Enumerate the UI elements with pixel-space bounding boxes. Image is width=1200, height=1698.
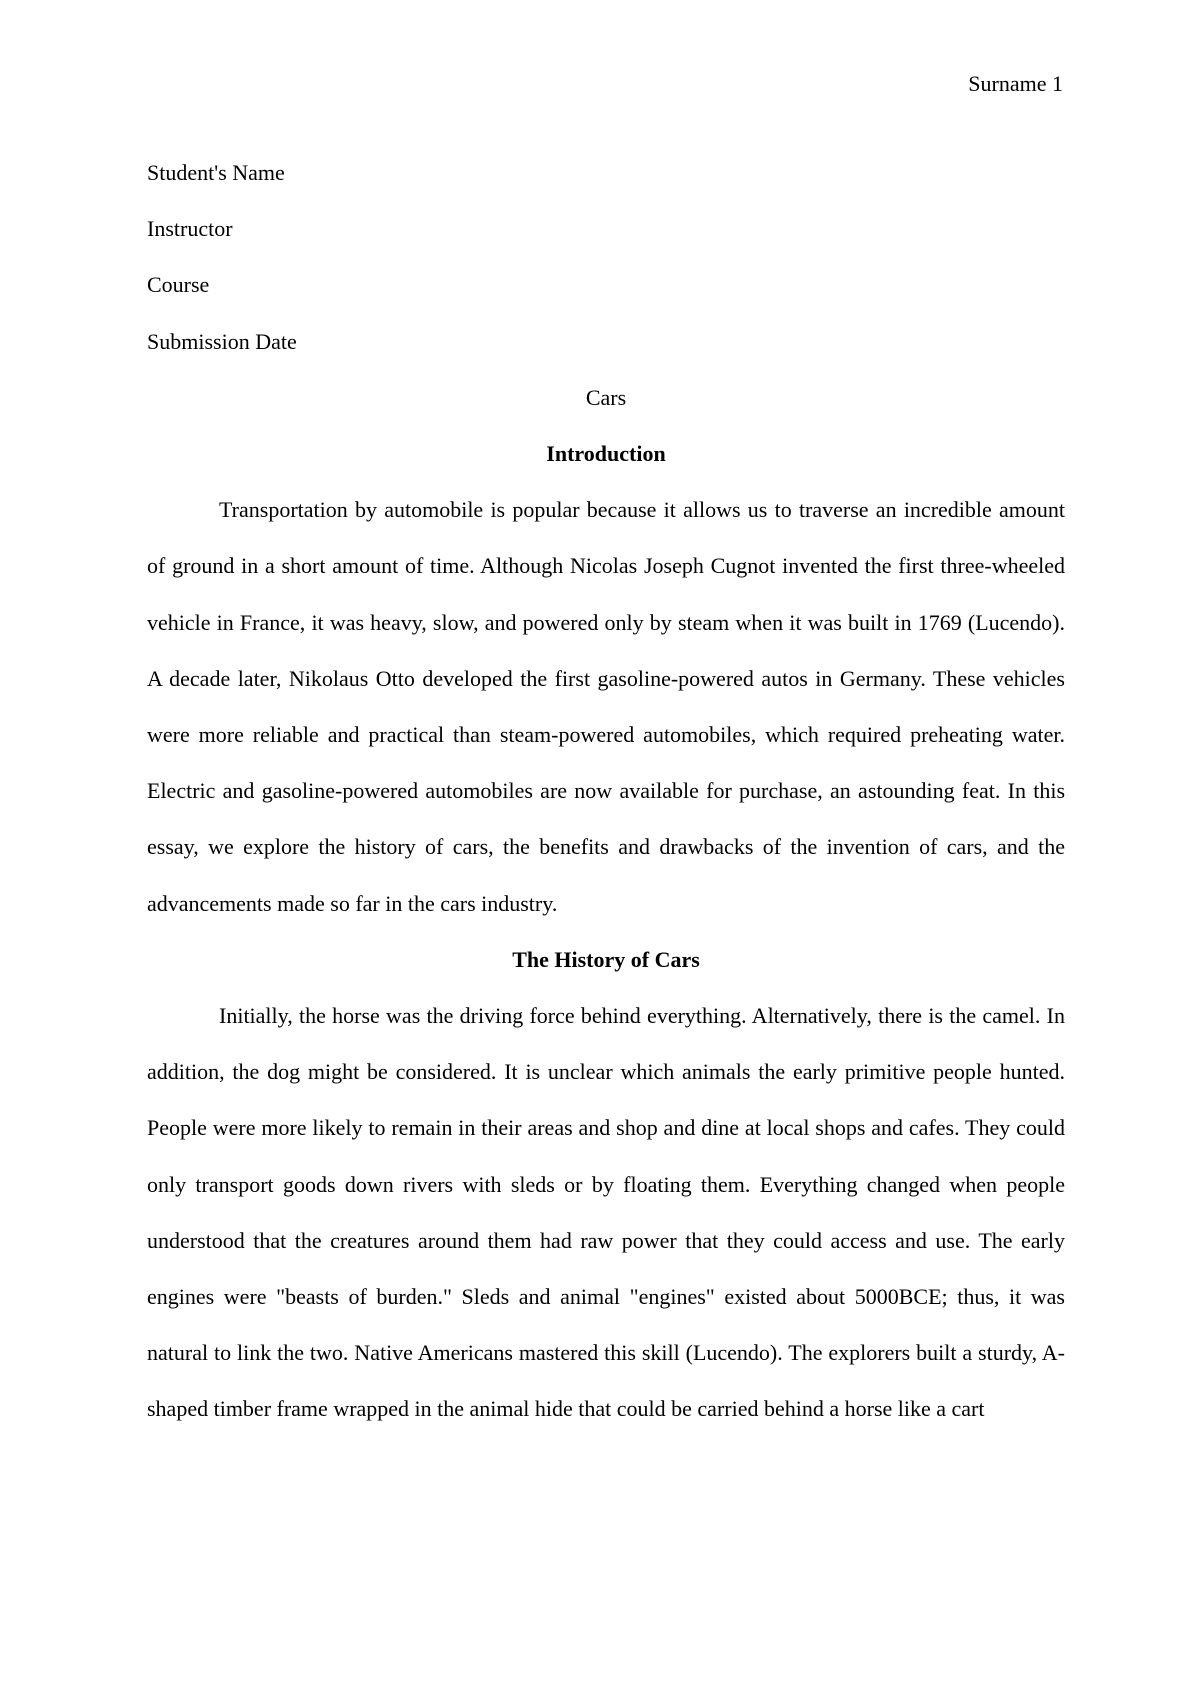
submission-date: Submission Date (147, 328, 297, 354)
document-title: Cars (585, 384, 627, 410)
document-body (147, 145, 1065, 1438)
history-paragraph: Initially, the horse was the driving force behind everything. Alternatively, there is the camel. In addition, the dog might be considered. It is unclear which animals the early primitive people hunted. People were more likely to remain in their areas and shop and dine at local shops and cafes. They could only transport goods down rivers with sleds or by floating them. Everything changed when people understood that the creatures around them had raw power that they could access and use. The early engines were "beasts of burden." Sleds and animal "engines" existed about 5000BCE; thus, it was natural to link the two. Native Americans mastered this skill (Lucendo). The explorers built a sturdy, A-shaped timber frame wrapped in the animal hide that could be carried behind a horse like a cart (147, 1002, 1065, 1422)
running-head: Surname 1 (968, 71, 1063, 96)
introduction-paragraph: Transportation by automobile is popular because it allows us to traverse an incredible amount of ground in a short amount of time. Although Nicolas Joseph Cugnot invented the first three-wheeled vehicle in France, it was heavy, slow, and powered only by steam when it was built in 1769 (Lucendo). A decade later, Nikolaus Otto developed the first gasoline-powered autos in Germany. These vehicles were more reliable and practical than steam-powered automobiles, which required preheating water. Electric and gasoline-powered automobiles are now available for purchase, an astounding feat. In this essay, we explore the history of cars, the benefits and drawbacks of the invention of cars, and the advancements made so far in the cars industry. (147, 497, 1065, 916)
course-name: Course (147, 272, 210, 298)
student-name: Student's Name (147, 160, 285, 185)
section-heading-introduction: Introduction (546, 440, 666, 466)
instructor-name: Instructor (147, 216, 233, 242)
section-heading-history: The History of Cars (512, 946, 700, 972)
